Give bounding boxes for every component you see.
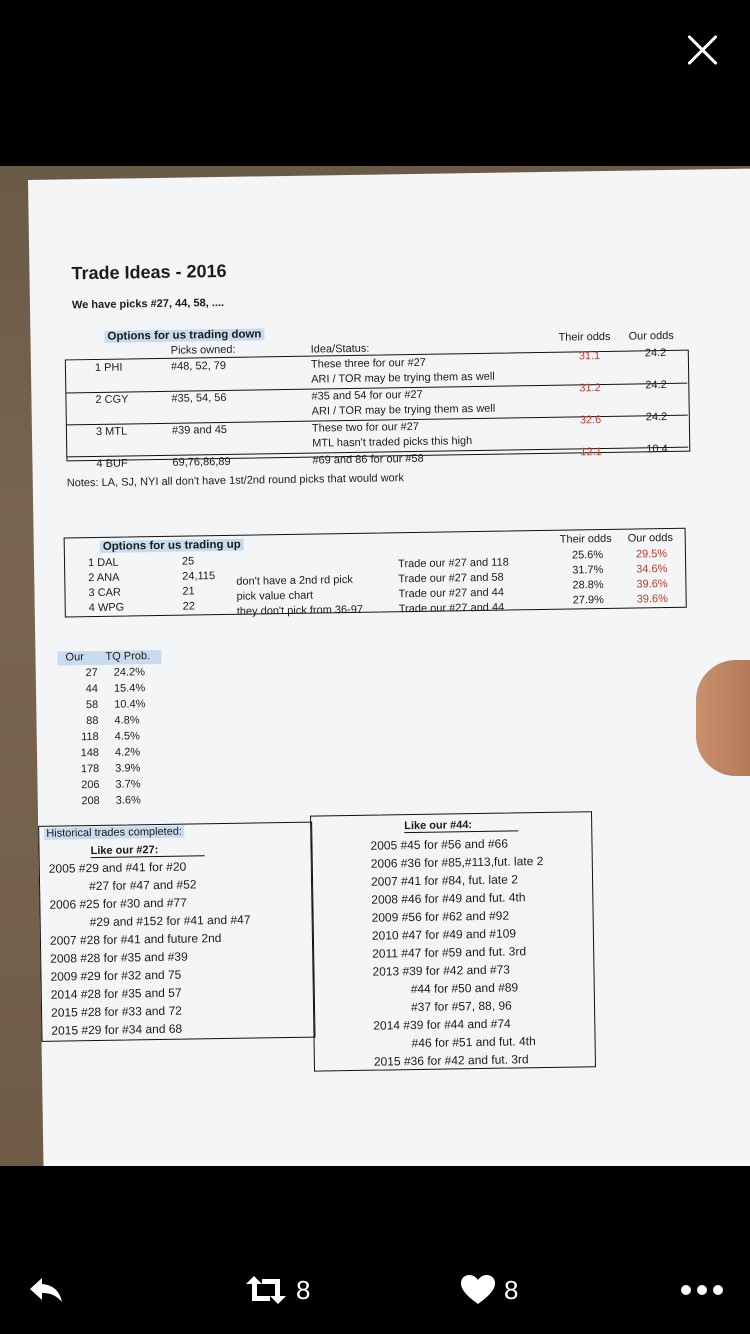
down-our: 24.2 — [644, 346, 667, 360]
up-team: 3 CAR — [88, 586, 121, 600]
prob-value: 3.9% — [115, 762, 141, 775]
up-their: 31.7% — [572, 564, 604, 577]
prob-value: 15.4% — [113, 682, 146, 695]
up-col-our: Our odds — [627, 531, 674, 545]
prob-value: 24.2% — [113, 666, 146, 679]
up-our: 39.6% — [636, 593, 668, 606]
up-trade: Trade our #27 and 118 — [397, 556, 509, 571]
prob-pick: 208 — [81, 794, 100, 808]
hist27-header: Historical trades completed: — [46, 825, 183, 840]
reply-button[interactable] — [26, 1270, 66, 1310]
down-their: 32.6 — [579, 414, 602, 427]
hist44-item: 2007 #41 for #84, fut. late 2 — [370, 872, 518, 889]
down-picks: #39 and 45 — [171, 423, 228, 437]
down-header: Options for us trading down — [104, 328, 264, 343]
up-trade: Trade our #27 and 58 — [398, 571, 504, 586]
prob-value: 4.5% — [114, 730, 140, 743]
prob-col-our: Our — [65, 651, 84, 664]
prob-pick: 178 — [80, 762, 100, 776]
doc-subtitle: We have picks #27, 44, 58, .... — [71, 296, 225, 312]
thumb — [696, 660, 750, 776]
retweet-count: 8 — [296, 1274, 311, 1305]
down-idea-note: ARI / TOR may be trying them as well — [311, 402, 496, 418]
hist27-item: 2015 #29 for #34 and 68 — [51, 1021, 183, 1038]
down-col-picks: Picks owned: — [170, 343, 236, 357]
up-our: 39.6% — [636, 578, 668, 591]
up-col-their: Their odds — [559, 532, 612, 546]
prob-pick: 148 — [80, 746, 100, 760]
hist44-item: 2011 #47 for #59 and fut. 3rd — [372, 944, 527, 961]
up-our: 34.6% — [636, 563, 668, 576]
hist44-item: #46 for #51 and fut. 4th — [411, 1034, 536, 1051]
reply-icon — [26, 1274, 66, 1306]
down-col-their: Their odds — [558, 330, 611, 344]
down-our: 10.4 — [646, 442, 668, 456]
up-team: 2 ANA — [88, 571, 120, 585]
up-team: 1 DAL — [87, 556, 119, 570]
hist27-item: 2009 #29 for #32 and 75 — [50, 967, 182, 984]
down-col-our: Our odds — [628, 329, 674, 343]
down-our: 24.2 — [645, 410, 668, 424]
hist27-item: 2014 #28 for #35 and 57 — [50, 985, 182, 1002]
prob-value: 3.7% — [115, 778, 141, 791]
up-trade: Trade our #27 and 44 — [398, 601, 505, 616]
up-header: Options for us trading up — [100, 539, 244, 553]
more-button[interactable] — [680, 1270, 724, 1310]
up-our: 29.5% — [635, 548, 668, 561]
up-their: 27.9% — [572, 594, 604, 607]
hist27-item: 2007 #28 for #41 and future 2nd — [49, 931, 222, 948]
prob-pick: 27 — [85, 666, 98, 680]
hist27-item: #27 for #47 and #52 — [88, 877, 197, 894]
hist44-item: #37 for #57, 88, 96 — [410, 998, 512, 1015]
hist44-item: 2013 #39 for #42 and #73 — [372, 962, 511, 979]
hist44-item: 2005 #45 for #56 and #66 — [370, 836, 509, 853]
retweet-icon — [242, 1274, 290, 1306]
prob-pick: 118 — [81, 730, 99, 744]
hist44-item: 2009 #56 for #62 and #92 — [371, 908, 510, 925]
down-notes: Notes: LA, SJ, NYI all don't have 1st/2nd round picks that would work — [66, 472, 404, 490]
prob-pick: 58 — [85, 698, 99, 712]
down-picks: #35, 54, 56 — [171, 391, 227, 405]
hist44-item: 2010 #47 for #49 and #109 — [371, 926, 517, 943]
prob-pick: 44 — [85, 682, 99, 696]
down-idea: These two for our #27 — [311, 420, 420, 435]
hist27-item: 2008 #28 for #35 and #39 — [50, 949, 188, 966]
down-team: 1 PHI — [94, 361, 123, 374]
down-idea: #69 and 86 for our #58 — [312, 452, 424, 467]
paper-document — [28, 168, 750, 1166]
prob-pick: 88 — [86, 714, 99, 728]
down-their: 31.2 — [579, 382, 601, 395]
hist27-item: 2006 #25 for #30 and #77 — [49, 895, 187, 912]
up-pick: 24,115 — [182, 570, 216, 583]
heart-icon — [460, 1274, 496, 1306]
prob-value: 3.6% — [115, 794, 141, 807]
up-note: they don't pick from 36-97 — [236, 603, 364, 618]
hist44-item: 2014 #39 for #44 and #74 — [373, 1016, 511, 1033]
down-idea-note: MTL hasn't traded picks this high — [312, 435, 473, 450]
down-team: 2 CGY — [95, 393, 129, 406]
hist27-item: #29 and #152 for #41 and #47 — [89, 912, 251, 930]
hist44-item: 2008 #46 for #49 and fut. 4th — [371, 890, 526, 907]
down-picks: 69,76,86,89 — [172, 455, 231, 469]
prob-value: 10.4% — [114, 698, 146, 711]
like-button[interactable] — [460, 1270, 518, 1310]
hist27-subheader: Like our #27: — [90, 843, 204, 858]
up-pick: 22 — [182, 600, 196, 613]
retweet-button[interactable] — [242, 1270, 310, 1310]
prob-col-tq: TQ Prob. — [105, 650, 151, 663]
hist44-item: #44 for #50 and #89 — [410, 980, 519, 997]
up-trade: Trade our #27 and 44 — [398, 586, 505, 601]
down-our: 24.2 — [645, 378, 667, 392]
down-idea-note: ARI / TOR may be trying them as well — [311, 370, 495, 386]
down-idea: #35 and 54 for our #27 — [311, 388, 423, 403]
down-team: 4 BUF — [96, 457, 128, 470]
hist44-item: 2006 #36 for #85,#113,fut. late 2 — [370, 853, 544, 871]
up-team: 4 WPG — [88, 601, 125, 615]
up-note: don't have a 2nd rd pick — [236, 573, 353, 588]
prob-pick: 206 — [81, 778, 100, 792]
down-picks: #48, 52, 79 — [170, 359, 227, 373]
up-note: pick value chart — [236, 589, 314, 603]
down-their: 31.1 — [578, 350, 601, 363]
up-their: 25.6% — [571, 549, 604, 562]
up-their: 28.8% — [572, 579, 604, 592]
like-count: 8 — [504, 1274, 519, 1305]
hist27-item: 2015 #28 for #33 and 72 — [50, 1003, 182, 1020]
tweet-photo — [0, 166, 750, 1166]
more-icon — [680, 1284, 724, 1296]
down-idea: These three for our #27 — [310, 356, 426, 371]
up-pick: 21 — [182, 585, 195, 598]
down-col-idea: Idea/Status: — [310, 342, 370, 356]
hist44-item: 2015 #36 for #42 and fut. 3rd — [373, 1052, 529, 1069]
close-button[interactable] — [680, 28, 724, 72]
hist27-item: 2005 #29 and #41 for #20 — [48, 859, 187, 876]
prob-value: 4.8% — [114, 714, 140, 727]
down-team: 3 MTL — [95, 425, 128, 438]
hist44-subheader: Like our #44: — [404, 818, 518, 833]
prob-value: 4.2% — [114, 746, 141, 759]
doc-title: Trade Ideas - 2016 — [71, 260, 227, 284]
up-pick: 25 — [181, 555, 195, 568]
down-their: 12.1 — [580, 446, 602, 459]
tweet-action-bar — [0, 1260, 750, 1320]
